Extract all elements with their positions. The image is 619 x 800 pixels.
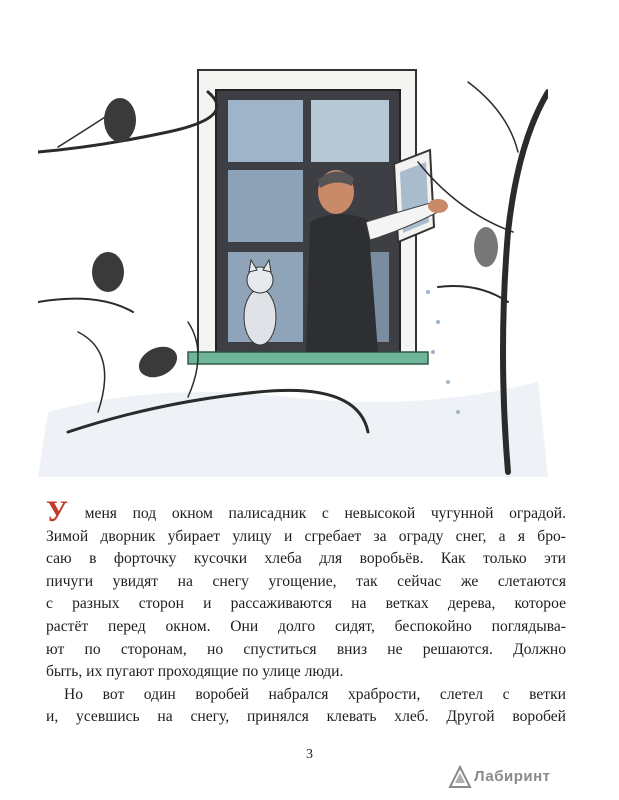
paragraph-1-line-4: пичуги увидят на снегу угощение, так сейчас же слетаются (46, 572, 566, 590)
paragraph-1-line-6: растёт перед окном. Они долго сидят, беспокойно поглядыва- (46, 617, 566, 635)
story-text (46, 495, 566, 729)
paragraph-1-line-2: Зимой дворник убирает улицу и сгребает за ограду снег, а я бро- (46, 527, 566, 545)
paragraph-1-line-8: быть, их пугают проходящие по улице люди. (46, 663, 344, 681)
line-text: меня под окном палисадник с невысокой чугунной оградой. (69, 505, 566, 522)
page-number: 3 (306, 747, 313, 762)
paragraph-2-line-2: и, усевшись на снегу, принялся клевать хлеб. Другой воробей (46, 708, 566, 726)
paragraph-2-line-1: Но вот один воробей набрался храбрости, слетел с ветки (64, 685, 566, 703)
paragraph-1-line-3: саю в форточку кусочки хлеба для воробьёв. Как только эти (46, 550, 566, 568)
paragraph-1 (46, 495, 566, 684)
watermark (448, 764, 608, 790)
watermark-text: Лабиринт (474, 768, 551, 785)
window-scene-illustration (38, 52, 548, 477)
drop-cap: У (46, 495, 69, 528)
cat-figure (244, 260, 276, 345)
paragraph-2 (46, 684, 566, 729)
labirint-logo-icon (448, 765, 472, 789)
paragraph-1-line-1 (46, 495, 566, 528)
paragraph-1-line-7: ют по сторонам, но спуститься вниз не решаются. Должно (46, 640, 566, 658)
paragraph-1-line-5: с разных сторон и рассаживаются на ветках дерева, которое (46, 595, 566, 613)
